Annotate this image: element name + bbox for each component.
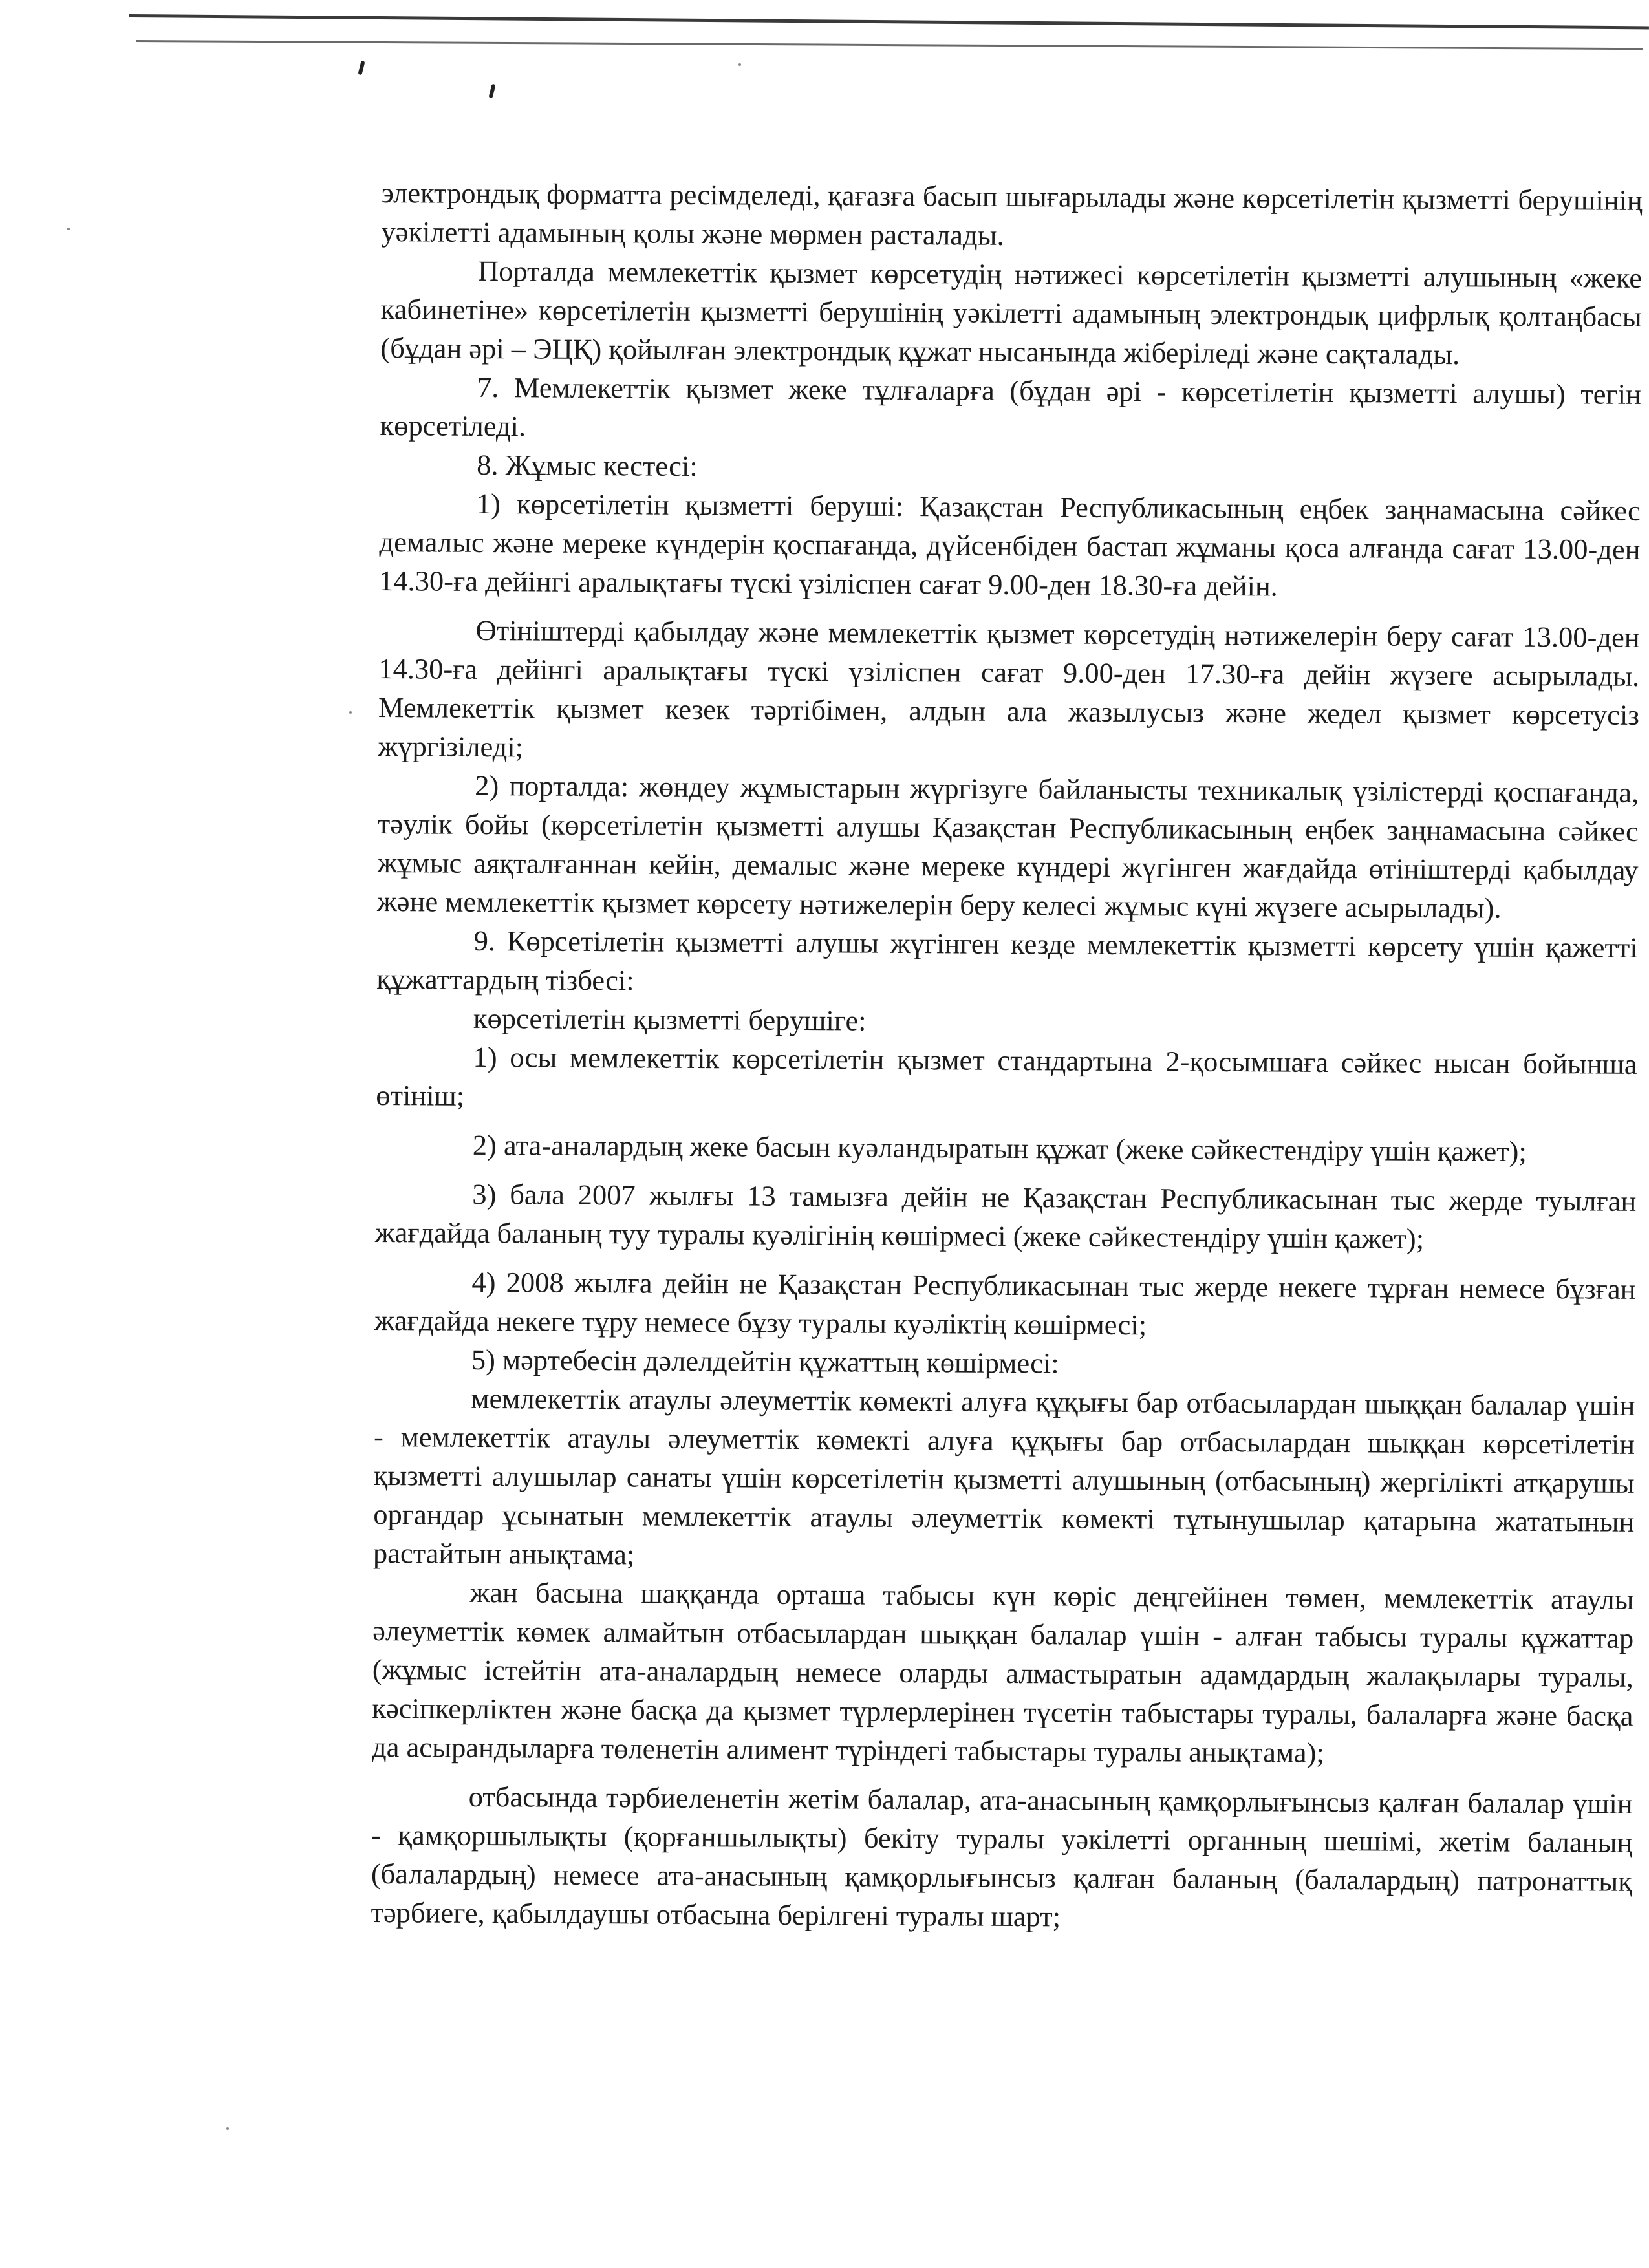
paragraph: 7. Мемлекеттік қызмет жеке тұлғаларға (бұдан әрі - көрсетілетін қызметті алушы) тегін көрсетіледі. xyxy=(380,370,1642,443)
scan-speck xyxy=(349,711,352,714)
paragraph: 2) ата-аналардың жеке басын куәландыратын құжат (жеке сәйкестендіру үшін қажет); xyxy=(472,1128,1527,1168)
paragraph: 8. Жұмыс кестесі: xyxy=(477,448,698,482)
paragraph: 3) бала 2007 жылғы 13 тамызға дейін не Қазақстан Республикасынан тыс жерде туылған жағдайда баланың туу туралы куәлігінің көшірмесі (жеке сәйкестендіру үшін қажет); xyxy=(374,1177,1637,1255)
paragraph: 1) осы мемлекеттік көрсетілетін қызмет стандартына 2-қосымшаға сәйкес нысан бойынша өтініш; xyxy=(376,1040,1637,1112)
document-body xyxy=(371,173,1643,1940)
paragraph: 2) порталда: жөндеу жұмыстарын жүргізуге байланысты техникалық үзілістерді қоспағанда, тәулік бойы (көрсетілетін қызметті алушы Қазақстан Республикасының еңбек заңнамасына сәйкес жұмыс аяқталғаннан кейін, демалыс және мереке күндері жүгінген жағдайда өтініштерді қабылдау және мемлекеттік қызмет көрсету нәтижелерін беру келесі жұмыс күні жүзеге асырылады). xyxy=(376,769,1639,925)
paragraph: 5) мәртебесін дәлелдейтін құжаттың көшірмесі: xyxy=(471,1343,1059,1380)
paragraph: жан басына шаққанда орташа табысы күн көріс деңгейінен төмен, мемлекеттік атаулы әлеуметтік көмек алмайтын отбасылардан шыққан балалар үшін - алған табысы туралы құжаттар (жұмыс істейтін ата-аналардың немесе оларды алмастыратын адамдардың жалақылары туралы, кәсіпкерліктен және басқа да қызмет түрлерлерінен түсетін табыстары туралы, балаларға және басқа да асырандыларға төленетін алимент түріндегі табыстары туралы анықтама); xyxy=(371,1576,1634,1769)
scan-top-edge xyxy=(129,14,1649,29)
paragraph: Порталда мемлекеттік қызмет көрсетудің нәтижесі көрсетілетін қызметті алушының «жеке кабинетіне» көрсетілетін қызметті берушінің уәкілетті адамының электрондық цифрлық қолтаңбасы (бұдан әрі – ЭЦҚ) қойылған электрондық құжат нысанында жіберіледі және сақталады. xyxy=(380,254,1643,371)
binder-hole-mark xyxy=(358,61,365,76)
paragraph: мемлекеттік атаулы әлеуметтік көмекті алуға құқығы бар отбасылардан шыққан балалар үшін - мемлекеттік атаулы әлеуметтік көмекті алуға құқығы бар отбасылардан шыққан көрсетілетін қызметті алушылар санаты үшін көрсетілетін қызметті алушының (отбасының) жергілікті атқарушы органдар ұсынатын мемлекеттік атаулы әлеуметтік көмекті тұтынушылар қатарына жататынын растайтын анықтама; xyxy=(372,1382,1635,1571)
scan-edge-shadow xyxy=(136,40,1643,50)
paragraph: Өтініштерді қабылдау және мемлекеттік қызмет көрсетудің нәтижелерін беру сағат 13.00-ден 14.30-ға дейінгі аралықтағы түскі үзіліспен сағат 9.00-ден 17.30-ға дейін жүзеге асырылады. Мемлекеттік қызмет кезек тәртібімен, алдын ала жазылусыз және жедел қызмет көрсетусіз жүргізіледі; xyxy=(378,614,1640,764)
paragraph: электрондық форматта ресімделеді, қағазға басып шығарылады және көрсетілетін қызметті берушінің уәкілетті адамының қолы және мөрмен расталады. xyxy=(381,176,1643,251)
paragraph: 9. Көрсетілетін қызметті алушы жүгінген кезде мемлекеттік қызметті көрсету үшін қажетті құжаттардың тізбесі: xyxy=(376,924,1638,997)
paragraph: отбасында тәрбиеленетін жетім балалар, ата-анасының қамқорлығынсыз қалған балалар үшін - қамқоршылықты (қорғаншылықты) бекіту туралы уәкілетті органның шешімі, жетім баланың (балалардың) немесе ата-анасының қамқорлығынсыз қалған баланың (балалардың) патронаттық тәрбиеге, қабылдаушы отбасына берілгені туралы шарт; xyxy=(371,1780,1633,1933)
scan-speck xyxy=(67,228,70,230)
scan-speck xyxy=(738,63,741,66)
paragraph: 1) көрсетілетін қызметті беруші: Қазақстан Республикасының еңбек заңнамасына сәйкес демалыс және мереке күндерін қоспағанда, дүйсенбіден бастап жұманы қоса алғанда сағат 13.00-ден 14.30-ға дейінгі аралықтағы түскі үзіліспен сағат 9.00-ден 18.30-ға дейін. xyxy=(378,487,1641,603)
paragraph: көрсетілетін қызметті берушіге: xyxy=(473,1001,867,1037)
scan-speck xyxy=(226,2127,229,2130)
paragraph: 4) 2008 жылға дейін не Қазақстан Республикасынан тыс жерде некеге тұрған немесе бұзған жағдайда некеге тұру немесе бұзу туралы куәліктің көшірмесі; xyxy=(374,1265,1636,1342)
binder-hole-mark xyxy=(488,84,495,99)
